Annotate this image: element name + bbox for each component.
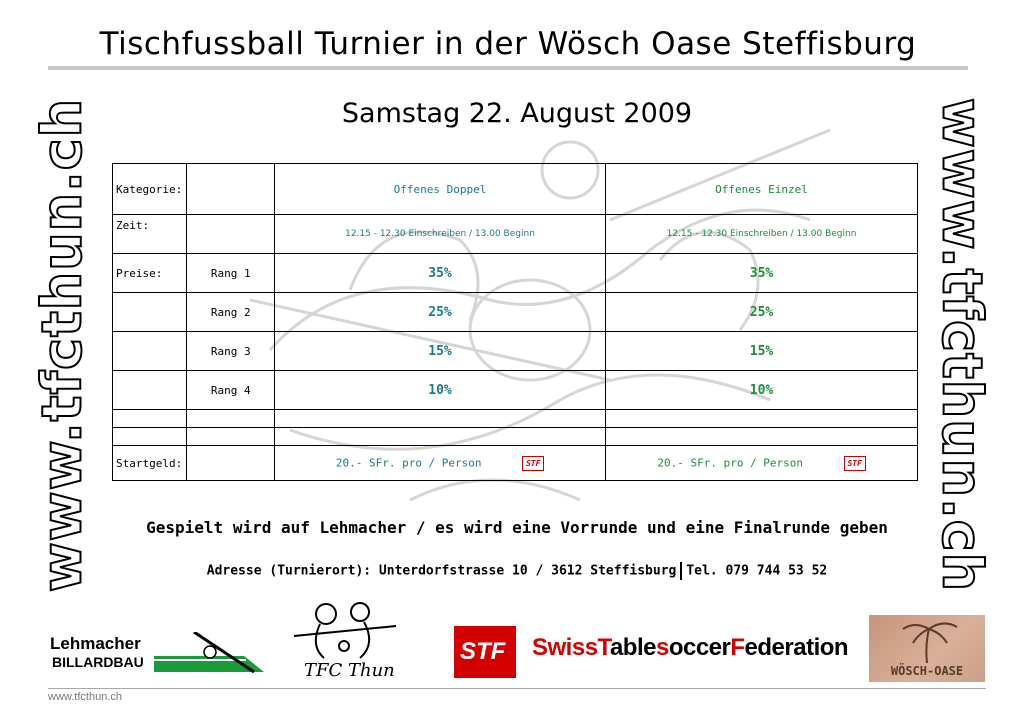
prize-einzel: 15% [606,332,918,371]
palm-tree-icon [869,615,985,665]
prize-doppel: 15% [274,332,605,371]
table-row [113,164,918,215]
time-einzel: 12.15 - 12.30 Einschreiben / 13.00 Beginn [606,215,918,254]
fee-doppel [274,446,605,481]
phone-text: Tel. 079 744 53 52 [686,563,828,579]
lehmacher-sub: BILLARDBAU [52,654,144,670]
fee-einzel-text: 20.- SFr. pro / Person [657,456,804,469]
stf-badge-icon: STF [844,456,866,471]
page-title: Tischfussball Turnier in der Wösch Oase Steffisburg [99,26,917,62]
table-row [113,254,918,293]
billiard-cue-icon [154,632,264,674]
rank-label: Rang 1 [187,254,275,293]
time-doppel: 12.15 - 12.30 Einschreiben / 13.00 Beginn [274,215,605,254]
address-text: Adresse (Turnierort): Unterdorfstrasse 10 / 3612 Steffisburg [206,563,677,579]
table-row [113,371,918,410]
prize-einzel: 35% [606,254,918,293]
table-row [113,428,918,446]
tfc-thun-logo[interactable] [290,596,400,688]
stf-badge-icon: STF [522,456,544,471]
prize-einzel: 10% [606,371,918,410]
prize-doppel: 10% [274,371,605,410]
category-label: Kategorie: [113,164,187,215]
rank-label: Rang 4 [187,371,275,410]
table-row [113,332,918,371]
stf-logo-icon[interactable] [454,626,516,678]
fee-einzel [606,446,918,481]
prizes-label: Preise: [113,254,187,293]
category-einzel: Offenes Einzel [606,164,918,215]
tfc-name: TFC Thun [304,660,395,681]
address-line [0,562,1034,580]
side-url-left[interactable]: www.tfcthun.ch [30,97,94,593]
rank-label: Rang 2 [187,293,275,332]
title-divider [48,66,968,70]
tournament-table [112,163,918,481]
table-row [113,446,918,481]
footer-url[interactable]: www.tfcthun.ch [48,691,122,703]
stf-federation-name: SwissTablesoccerFederation [532,634,849,661]
wosch-name: WÖSCH-OASE [890,664,964,678]
wosch-oase-logo[interactable] [869,615,985,682]
foosball-players-icon [290,596,400,666]
fee-label: Startgeld: [113,446,187,481]
rank-label: Rang 3 [187,332,275,371]
footer-divider [48,688,986,689]
table-row [113,215,918,254]
lehmacher-name: Lehmacher [50,634,141,653]
stf-badge-text: STF [460,638,506,665]
fee-doppel-text: 20.- SFr. pro / Person [335,456,482,469]
table-row [113,410,918,428]
prize-einzel: 25% [606,293,918,332]
separator [680,562,682,580]
play-info: Gespielt wird auf Lehmacher / es wird eine Vorrunde und eine Finalrunde geben [146,518,888,537]
event-date: Samstag 22. August 2009 [341,98,693,129]
prize-doppel: 35% [274,254,605,293]
table-row [113,293,918,332]
side-url-right[interactable]: www.tfcthun.ch [930,97,994,593]
lehmacher-logo[interactable] [50,634,144,670]
prize-doppel: 25% [274,293,605,332]
category-doppel: Offenes Doppel [274,164,605,215]
time-label: Zeit: [113,215,187,254]
